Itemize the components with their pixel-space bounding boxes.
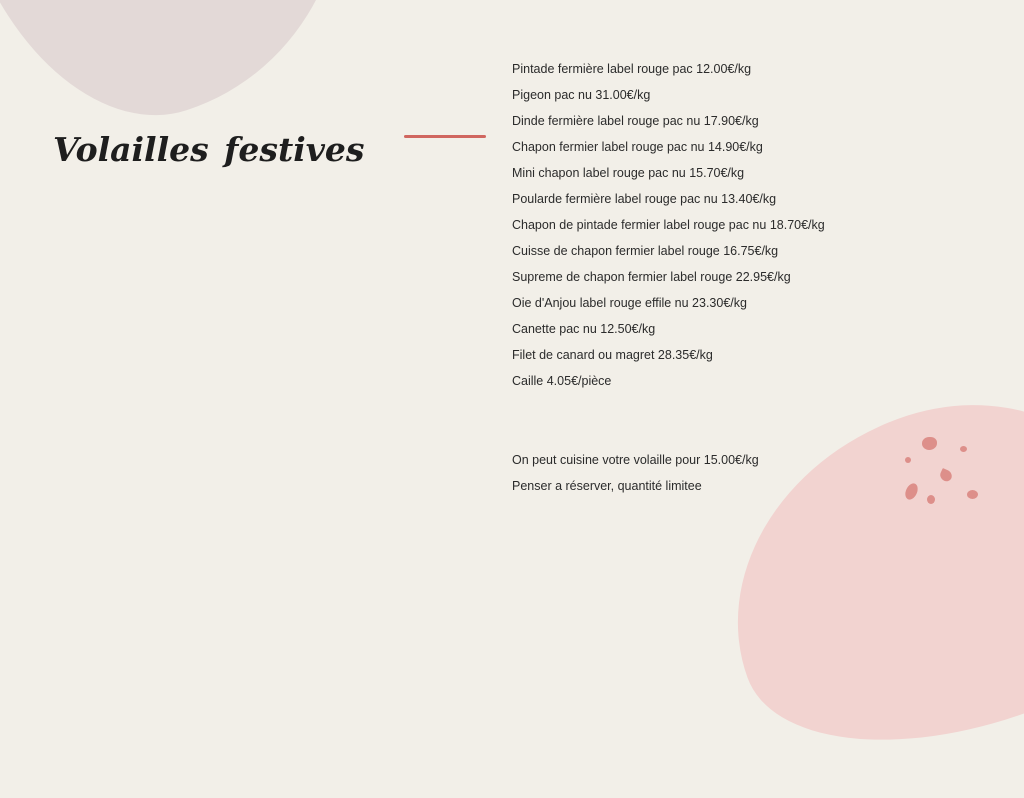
- list-item: Cuisse de chapon fermier label rouge 16.75€/kg: [512, 244, 779, 258]
- notes-list: [512, 451, 759, 503]
- list-item: Mini chapon label rouge pac nu 15.70€/kg: [512, 166, 745, 180]
- list-item: Dinde fermière label rouge pac nu 17.90€/kg: [512, 114, 759, 128]
- note-item: On peut cuisine votre volaille pour 15.00€/kg: [512, 453, 759, 467]
- list-item: Oie d'Anjou label rouge effile nu 23.30€/kg: [512, 296, 747, 310]
- list-item: Chapon de pintade fermier label rouge pac nu 18.70€/kg: [512, 218, 825, 232]
- decorative-dot: [960, 446, 967, 452]
- list-item: Filet de canard ou magret 28.35€/kg: [512, 348, 713, 362]
- list-item: Pigeon pac nu 31.00€/kg: [512, 88, 651, 102]
- decorative-dot: [905, 457, 911, 463]
- list-item: Chapon fermier label rouge pac nu 14.90€/kg: [512, 140, 763, 154]
- list-item: Supreme de chapon fermier label rouge 22.95€/kg: [512, 270, 791, 284]
- price-list: [512, 60, 825, 398]
- list-item: Poularde fermière label rouge pac nu 13.40€/kg: [512, 192, 777, 206]
- note-item: Penser a réserver, quantité limitee: [512, 479, 702, 493]
- accent-divider: [404, 135, 486, 138]
- slide-title: Volailles festives: [53, 130, 365, 169]
- list-item: Canette pac nu 12.50€/kg: [512, 322, 656, 336]
- list-item: Pintade fermière label rouge pac 12.00€/kg: [512, 62, 752, 76]
- decorative-dot: [967, 490, 978, 499]
- decorative-dot: [927, 495, 935, 504]
- list-item: Caille 4.05€/pièce: [512, 374, 612, 388]
